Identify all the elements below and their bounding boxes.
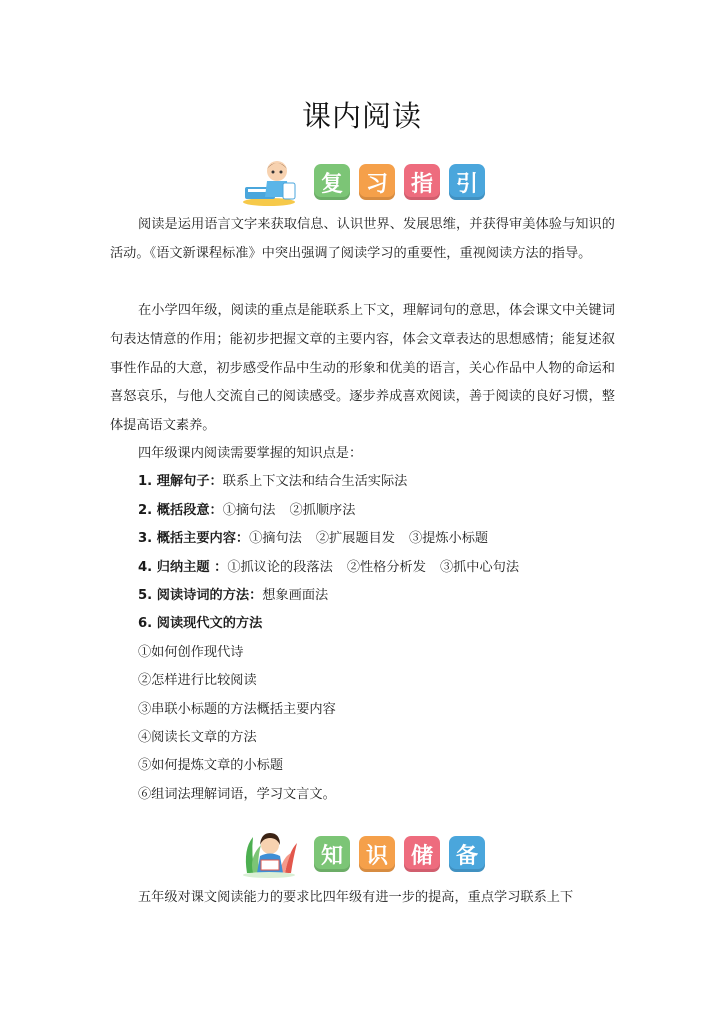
point-2-label: 2. 概括段意：: [138, 503, 223, 518]
point-3-label: 3. 概括主要内容：: [138, 531, 250, 546]
girl-reading-plants-illustration: [239, 829, 299, 879]
sub-point-1: ①如何创作现代诗: [138, 645, 244, 660]
page-title: 课内阅读: [301, 99, 422, 133]
point-5: [138, 586, 328, 606]
point-3-item-2: ②扩展题目发: [315, 531, 395, 546]
intro-line: 四年级课内阅读需要掌握的知识点是：: [138, 446, 363, 461]
point-1-item-1: 联系上下文法和结合生活实际法: [222, 474, 408, 489]
sub-point-4: ④阅读长文章的方法: [138, 730, 257, 745]
point-5-item-1: 想象画面法: [262, 588, 329, 603]
point-1: [138, 472, 407, 492]
sub-point-5: ⑤如何提炼文章的小标题: [138, 758, 284, 773]
tile-chu: 储: [404, 836, 440, 872]
tile-zhi: 指: [404, 164, 440, 200]
point-6: [138, 614, 262, 634]
point-3-item-1: ①摘句法: [249, 531, 302, 546]
knowledge-reserve-banner: [0, 829, 724, 879]
sub-point-6: ⑥组词法理解词语，学习文言文。: [138, 787, 336, 802]
tile-zhi-know: 知: [314, 836, 350, 872]
tile-xi: 习: [359, 164, 395, 200]
point-4-item-3: ③抓中心句法: [439, 560, 520, 575]
tile-bei: 备: [449, 836, 485, 872]
point-3: [138, 529, 488, 549]
sub-point-2: ②怎样进行比较阅读: [138, 673, 257, 688]
point-4-label: 4. 归纳主题 ：: [138, 560, 228, 575]
sub-point-3: ③串联小标题的方法概括主要内容: [138, 702, 336, 717]
point-3-item-3: ③提炼小标题: [408, 531, 489, 546]
final-paragraph: 五年级对课文阅读能力的要求比四年级有进一步的提高，重点学习联系上下: [138, 890, 574, 905]
student-reading-illustration: [239, 157, 299, 207]
paragraph-2: 在小学四年级，阅读的重点是能联系上下文，理解词句的意思，体会课文中关键词句表达情意的作用；能初步把握文章的主要内容，体会文章表达的思想感情；能复述叙事性作品的大意，初步感受作品中生动的形象和优美的语言，关心作品中人物的命运和喜怒哀乐，与他人交流自己的阅读感受。逐步养成喜欢阅读，善于阅读的良好习惯，整体提高语文素养。: [110, 303, 615, 434]
point-2: [138, 501, 355, 521]
tile-fu: 复: [314, 164, 350, 200]
point-6-label: 6. 阅读现代文的方法: [138, 616, 263, 631]
point-5-label: 5. 阅读诗词的方法：: [138, 588, 263, 603]
tile-shi: 识: [359, 836, 395, 872]
tile-yin: 引: [449, 164, 485, 200]
point-2-item-2: ②抓顺序法: [289, 503, 356, 518]
point-4: [138, 558, 519, 578]
point-4-item-2: ②性格分析发: [346, 560, 426, 575]
paragraph-1: 阅读是运用语言文字来获取信息、认识世界、发展思维，并获得审美体验与知识的活动。《语文新课程标准》中突出强调了阅读学习的重要性，重视阅读方法的指导。: [110, 217, 615, 261]
review-guide-banner: [0, 157, 724, 207]
point-2-item-1: ①摘句法: [222, 503, 276, 518]
point-1-label: 1. 理解句子：: [138, 474, 223, 489]
point-4-item-1: ①抓议论的段落法: [227, 560, 333, 575]
